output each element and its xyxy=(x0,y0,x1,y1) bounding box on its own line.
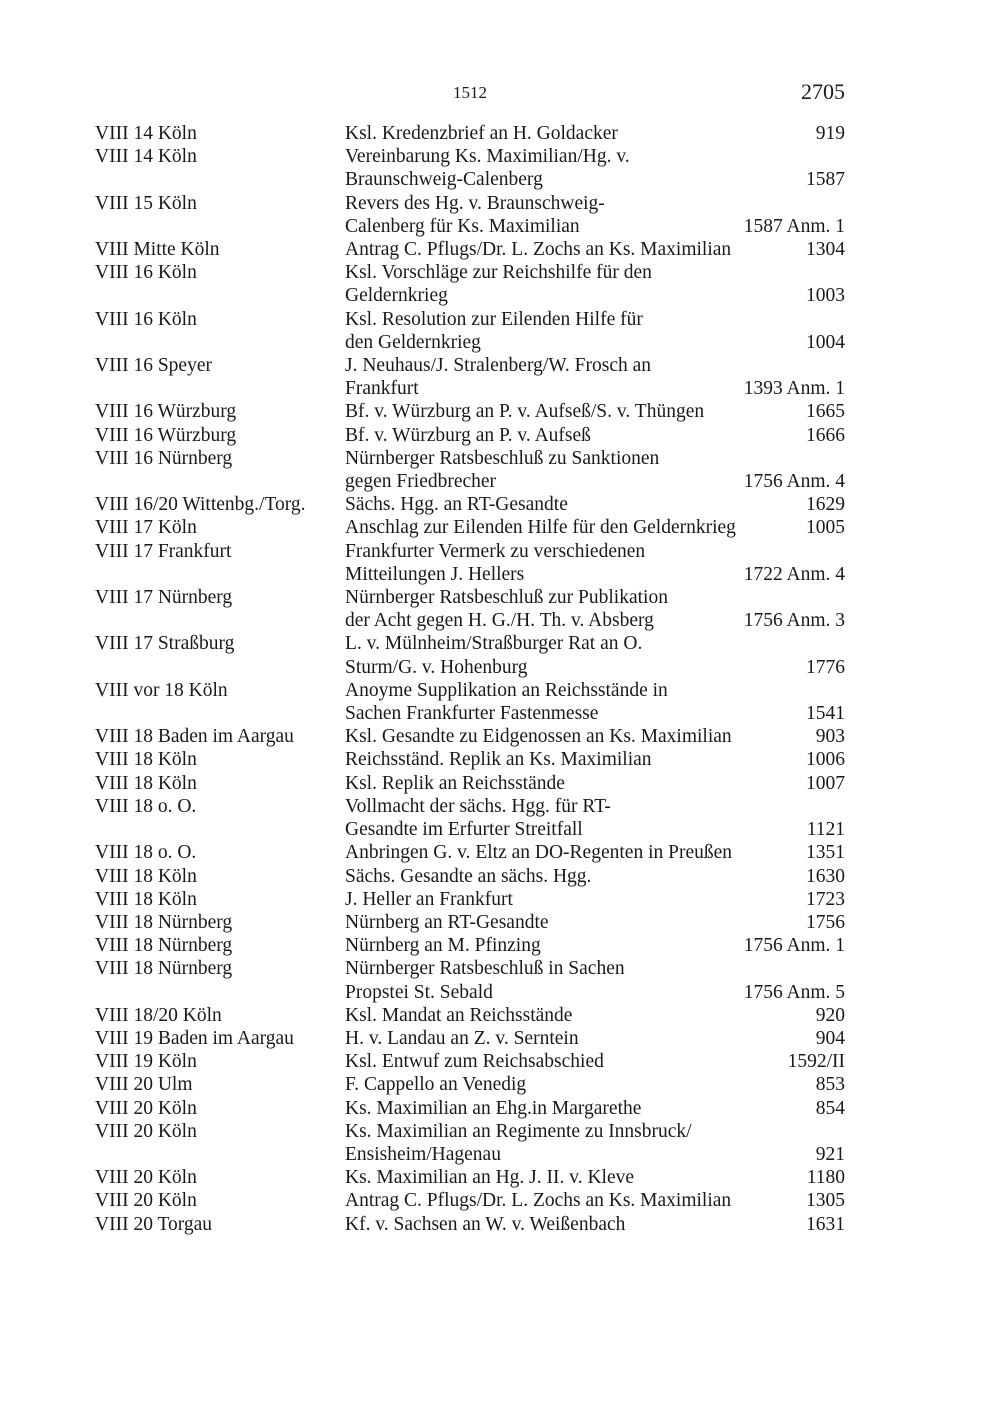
entry-date: VIII 14 Köln xyxy=(95,146,197,168)
register-entry xyxy=(95,795,845,841)
entry-text: Anschlag zur Eilenden Hilfe für den Geldernkrieg xyxy=(345,517,736,539)
register-entry xyxy=(95,238,845,261)
entry-line xyxy=(345,586,845,609)
entry-description xyxy=(345,540,845,586)
entry-date: VIII 16 Speyer xyxy=(95,355,212,377)
register-entry xyxy=(95,1166,845,1189)
entry-text: Nürnberger Ratsbeschluß zur Publikation xyxy=(345,587,668,609)
entry-reference: 1592/II xyxy=(787,1051,845,1073)
entry-date: VIII 20 Köln xyxy=(95,1190,197,1212)
entry-text: Ks. Maximilian an Regimente zu Innsbruck/ xyxy=(345,1120,692,1142)
entry-text: Ksl. Kredenzbrief an H. Goldacker xyxy=(345,123,618,144)
entry-date: VIII 18 Nürnberg xyxy=(95,935,233,957)
entry-date: VIII 16/20 Wittenbg./Torg. xyxy=(95,494,306,516)
entry-text: Kf. v. Sachsen an W. v. Weißenbach xyxy=(345,1213,626,1235)
entry-text: Anoyme Supplikation an Reichsstände in xyxy=(345,679,668,701)
entry-date: VIII 20 Köln xyxy=(95,1097,197,1119)
entry-text: Ks. Maximilian an Hg. J. II. v. Kleve xyxy=(345,1167,635,1189)
entry-text: Antrag C. Pflugs/Dr. L. Zochs an Ks. Maximilian xyxy=(345,239,732,261)
entry-description xyxy=(345,888,845,911)
entry-line xyxy=(345,1120,845,1143)
register-entry xyxy=(95,1073,845,1096)
entry-line xyxy=(345,563,845,586)
entry-date: VIII 18 o. O. xyxy=(95,842,197,864)
entry-description xyxy=(345,354,845,400)
entry-description xyxy=(345,424,845,447)
entry-line xyxy=(345,192,845,215)
entry-text: Bf. v. Würzburg an P. v. Aufseß xyxy=(345,424,591,446)
entry-description xyxy=(345,679,845,725)
entry-reference: 1629 xyxy=(806,494,845,516)
entry-reference: 854 xyxy=(815,1097,845,1119)
register-entry xyxy=(95,911,845,934)
register-entry xyxy=(95,725,845,748)
entry-reference: 1393 Anm. 1 xyxy=(743,378,845,400)
entry-description xyxy=(345,516,845,539)
entry-line xyxy=(345,470,845,493)
entry-reference: 1666 xyxy=(806,424,845,446)
entry-description xyxy=(345,308,845,354)
entry-line xyxy=(345,679,845,702)
entry-line xyxy=(345,748,845,771)
entry-line xyxy=(345,447,845,470)
entry-text: Sächs. Hgg. an RT-Gesandte xyxy=(345,494,568,516)
register-entry xyxy=(95,772,845,795)
register-entry xyxy=(95,679,845,725)
entry-text: F. Cappello an Venedig xyxy=(345,1074,527,1096)
entry-description xyxy=(345,748,845,771)
register-entry xyxy=(95,1189,845,1212)
register-entry xyxy=(95,957,845,1003)
entry-date: VIII 18 o. O. xyxy=(95,795,197,817)
entry-description xyxy=(345,1097,845,1120)
entry-reference: 1304 xyxy=(806,239,845,261)
entry-line xyxy=(345,1097,845,1120)
entry-text: Revers des Hg. v. Braunschweig- xyxy=(345,192,605,214)
entry-line xyxy=(345,331,845,354)
entry-date: VIII 18 Köln xyxy=(95,865,197,887)
entry-line xyxy=(345,424,845,447)
entry-reference: 1007 xyxy=(806,772,845,794)
entry-line xyxy=(345,493,845,516)
header-year: 1512 xyxy=(453,83,487,102)
entry-date: VIII 18 Nürnberg xyxy=(95,958,233,980)
entry-description xyxy=(345,192,845,238)
entry-reference: 1722 Anm. 4 xyxy=(743,563,845,585)
entry-reference: 1756 Anm. 3 xyxy=(743,610,845,632)
entry-line xyxy=(345,795,845,818)
entry-line xyxy=(345,215,845,238)
entry-line xyxy=(345,354,845,377)
entry-text: Ensisheim/Hagenau xyxy=(345,1143,501,1165)
register-entry xyxy=(95,540,845,586)
entry-reference: 1121 xyxy=(806,819,845,841)
entry-description xyxy=(345,957,845,1003)
entry-line xyxy=(345,934,845,957)
entry-description xyxy=(345,145,845,191)
entry-text: H. v. Landau an Z. v. Serntein xyxy=(345,1027,579,1049)
register-entry xyxy=(95,261,845,307)
entry-date: VIII 16 Nürnberg xyxy=(95,447,233,469)
entry-line xyxy=(345,261,845,284)
entry-reference: 903 xyxy=(815,726,845,748)
entry-text: Nürnberger Ratsbeschluß in Sachen xyxy=(345,958,625,980)
register-entry xyxy=(95,748,845,771)
register-entry xyxy=(95,586,845,632)
entry-description xyxy=(345,1166,845,1189)
entry-text: Anbringen G. v. Eltz an DO-Regenten in Preußen xyxy=(345,842,733,864)
entry-text: gegen Friedbrecher xyxy=(345,471,497,493)
register-entry xyxy=(95,354,845,400)
entry-line xyxy=(345,1073,845,1096)
entry-line xyxy=(345,1189,845,1212)
entry-line xyxy=(345,122,845,145)
entry-date: VIII 16 Würzburg xyxy=(95,424,237,446)
entry-line xyxy=(345,957,845,980)
entry-description xyxy=(345,1120,845,1166)
entry-reference: 1587 xyxy=(806,169,845,191)
entry-line xyxy=(345,145,845,168)
page-number: 2705 xyxy=(801,79,845,104)
register-entry xyxy=(95,1097,845,1120)
entry-text: J. Heller an Frankfurt xyxy=(345,888,513,910)
register-entry xyxy=(95,632,845,678)
entry-reference: 1756 Anm. 4 xyxy=(743,471,845,493)
entry-line xyxy=(345,168,845,191)
entry-date: VIII 18 Baden im Aargau xyxy=(95,726,294,748)
entry-line xyxy=(345,284,845,307)
entry-line xyxy=(345,540,845,563)
entry-description xyxy=(345,934,845,957)
entry-text: Ksl. Resolution zur Eilenden Hilfe für xyxy=(345,308,643,330)
entry-description xyxy=(345,261,845,307)
register-entry xyxy=(95,888,845,911)
entry-description xyxy=(345,1189,845,1212)
entry-reference: 1003 xyxy=(806,285,845,307)
entry-date: VIII 17 Köln xyxy=(95,517,197,539)
entry-text: der Acht gegen H. G./H. Th. v. Absberg xyxy=(345,610,654,632)
entry-line xyxy=(345,1027,845,1050)
entry-text: Braunschweig-Calenberg xyxy=(345,169,543,191)
entry-text: Ksl. Vorschläge zur Reichshilfe für den xyxy=(345,262,652,284)
entry-date: VIII 20 Ulm xyxy=(95,1074,193,1096)
entry-date: VIII 15 Köln xyxy=(95,192,197,214)
entry-text: Calenberg für Ks. Maximilian xyxy=(345,215,580,237)
entry-line xyxy=(345,702,845,725)
entry-reference: 1351 xyxy=(806,842,845,864)
entry-date: VIII 17 Nürnberg xyxy=(95,587,233,609)
entry-text: Vereinbarung Ks. Maximilian/Hg. v. xyxy=(345,146,630,168)
entry-description xyxy=(345,447,845,493)
entry-text: Geldernkrieg xyxy=(345,285,448,307)
entry-reference: 1005 xyxy=(806,517,845,539)
entry-description xyxy=(345,238,845,261)
entry-reference: 1756 xyxy=(806,911,845,933)
entry-line xyxy=(345,981,845,1004)
entry-description xyxy=(345,632,845,678)
entry-description xyxy=(345,493,845,516)
entry-line xyxy=(345,725,845,748)
entry-reference: 1180 xyxy=(806,1167,845,1189)
entry-line xyxy=(345,1143,845,1166)
entry-date: VIII 20 Köln xyxy=(95,1120,197,1142)
entry-text: Ksl. Mandat an Reichsstände xyxy=(345,1004,573,1026)
entry-date: VIII 18 Köln xyxy=(95,772,197,794)
entry-description xyxy=(345,911,845,934)
entry-text: L. v. Mülnheim/Straßburger Rat an O. xyxy=(345,633,643,655)
entry-text: Ksl. Entwuf zum Reichsabschied xyxy=(345,1051,604,1073)
register-entry xyxy=(95,1120,845,1166)
entry-date: VIII 16 Köln xyxy=(95,262,197,284)
register-entry xyxy=(95,1004,845,1027)
entry-reference: 1630 xyxy=(806,865,845,887)
entry-date: VIII 18 Köln xyxy=(95,888,197,910)
register-entry xyxy=(95,400,845,423)
entry-date: VIII 16 Köln xyxy=(95,308,197,330)
entry-date: VIII 17 Frankfurt xyxy=(95,540,232,562)
entry-description xyxy=(345,725,845,748)
entry-text: Ksl. Replik an Reichsstände xyxy=(345,772,565,794)
entry-text: Gesandte im Erfurter Streitfall xyxy=(345,819,583,841)
entry-text: Propstei St. Sebald xyxy=(345,981,493,1003)
entry-description xyxy=(345,586,845,632)
entry-reference: 1004 xyxy=(806,331,845,353)
entry-description xyxy=(345,1073,845,1096)
entry-text: Reichsständ. Replik an Ks. Maximilian xyxy=(345,749,652,771)
entry-line xyxy=(345,772,845,795)
entry-line xyxy=(345,911,845,934)
entry-reference: 1587 Anm. 1 xyxy=(743,215,845,237)
entry-description xyxy=(345,795,845,841)
entry-line xyxy=(345,377,845,400)
entry-reference: 1756 Anm. 5 xyxy=(743,981,845,1003)
entry-reference: 921 xyxy=(815,1143,845,1165)
entry-reference: 853 xyxy=(815,1074,845,1096)
entry-description xyxy=(345,772,845,795)
register-entry xyxy=(95,145,845,191)
entry-date: VIII 20 Köln xyxy=(95,1167,197,1189)
entry-reference: 919 xyxy=(815,123,845,144)
entry-line xyxy=(345,308,845,331)
entry-date: VIII Mitte Köln xyxy=(95,239,220,261)
entry-reference: 1006 xyxy=(806,749,845,771)
entry-date: VIII 18 Köln xyxy=(95,749,197,771)
register-entry xyxy=(95,1027,845,1050)
entry-line xyxy=(345,632,845,655)
entry-text: Sturm/G. v. Hohenburg xyxy=(345,656,528,678)
entry-line xyxy=(345,818,845,841)
entry-line xyxy=(345,238,845,261)
entry-text: Frankfurter Vermerk zu verschiedenen xyxy=(345,540,646,562)
entry-line xyxy=(345,888,845,911)
register-entry xyxy=(95,934,845,957)
entry-line xyxy=(345,516,845,539)
entry-line xyxy=(345,1050,845,1073)
entry-description xyxy=(345,1050,845,1073)
register-entry xyxy=(95,424,845,447)
register-entry xyxy=(95,192,845,238)
entry-date: VIII 18 Nürnberg xyxy=(95,911,233,933)
entry-text: Sächs. Gesandte an sächs. Hgg. xyxy=(345,865,592,887)
register-entry xyxy=(95,516,845,539)
entry-line xyxy=(345,609,845,632)
entry-date: VIII 14 Köln xyxy=(95,123,197,144)
entry-description xyxy=(345,865,845,888)
entry-text: Nürnberger Ratsbeschluß zu Sanktionen xyxy=(345,447,660,469)
entry-text: Antrag C. Pflugs/Dr. L. Zochs an Ks. Maximilian xyxy=(345,1190,732,1212)
entry-reference: 920 xyxy=(815,1004,845,1026)
entry-line xyxy=(345,656,845,679)
entry-reference: 1723 xyxy=(806,888,845,910)
entry-line xyxy=(345,400,845,423)
entry-date: VIII 19 Köln xyxy=(95,1051,197,1073)
entry-description xyxy=(345,841,845,864)
entry-line xyxy=(345,1004,845,1027)
entry-date: VIII 17 Straßburg xyxy=(95,633,235,655)
register-entry xyxy=(95,1050,845,1073)
entry-text: J. Neuhaus/J. Stralenberg/W. Frosch an xyxy=(345,355,652,377)
entry-description xyxy=(345,1027,845,1050)
entry-text: Mitteilungen J. Hellers xyxy=(345,563,525,585)
entry-text: Ksl. Gesandte zu Eidgenossen an Ks. Maximilian xyxy=(345,726,732,748)
entry-date: VIII vor 18 Köln xyxy=(95,679,228,701)
entry-date: VIII 16 Würzburg xyxy=(95,401,237,423)
register-entries xyxy=(95,122,845,1236)
entry-text: Vollmacht der sächs. Hgg. für RT- xyxy=(345,795,611,817)
entry-description xyxy=(345,122,845,145)
entry-date: VIII 19 Baden im Aargau xyxy=(95,1027,294,1049)
entry-text: Frankfurt xyxy=(345,378,419,400)
entry-line xyxy=(345,1213,845,1236)
entry-description xyxy=(345,1004,845,1027)
entry-reference: 904 xyxy=(815,1027,845,1049)
entry-text: Ks. Maximilian an Ehg.in Margarethe xyxy=(345,1097,642,1119)
entry-reference: 1776 xyxy=(806,656,845,678)
register-entry xyxy=(95,841,845,864)
entry-reference: 1541 xyxy=(806,703,845,725)
entry-reference: 1665 xyxy=(806,401,845,423)
entry-description xyxy=(345,400,845,423)
register-entry xyxy=(95,1213,845,1236)
entry-date: VIII 18/20 Köln xyxy=(95,1004,222,1026)
entry-text: Nürnberg an RT-Gesandte xyxy=(345,911,549,933)
entry-reference: 1631 xyxy=(806,1213,845,1235)
register-entry xyxy=(95,308,845,354)
entry-text: den Geldernkrieg xyxy=(345,331,481,353)
entry-line xyxy=(345,1166,845,1189)
register-entry xyxy=(95,122,845,145)
entry-date: VIII 20 Torgau xyxy=(95,1213,213,1235)
register-entry xyxy=(95,493,845,516)
entry-line xyxy=(345,865,845,888)
entry-line xyxy=(345,841,845,864)
entry-text: Nürnberg an M. Pfinzing xyxy=(345,935,541,957)
register-entry xyxy=(95,865,845,888)
entry-description xyxy=(345,1213,845,1236)
entry-text: Sachen Frankfurter Fastenmesse xyxy=(345,703,599,725)
entry-reference: 1756 Anm. 1 xyxy=(743,935,845,957)
entry-reference: 1305 xyxy=(806,1190,845,1212)
register-entry xyxy=(95,447,845,493)
entry-text: Bf. v. Würzburg an P. v. Aufseß/S. v. Thüngen xyxy=(345,401,705,423)
